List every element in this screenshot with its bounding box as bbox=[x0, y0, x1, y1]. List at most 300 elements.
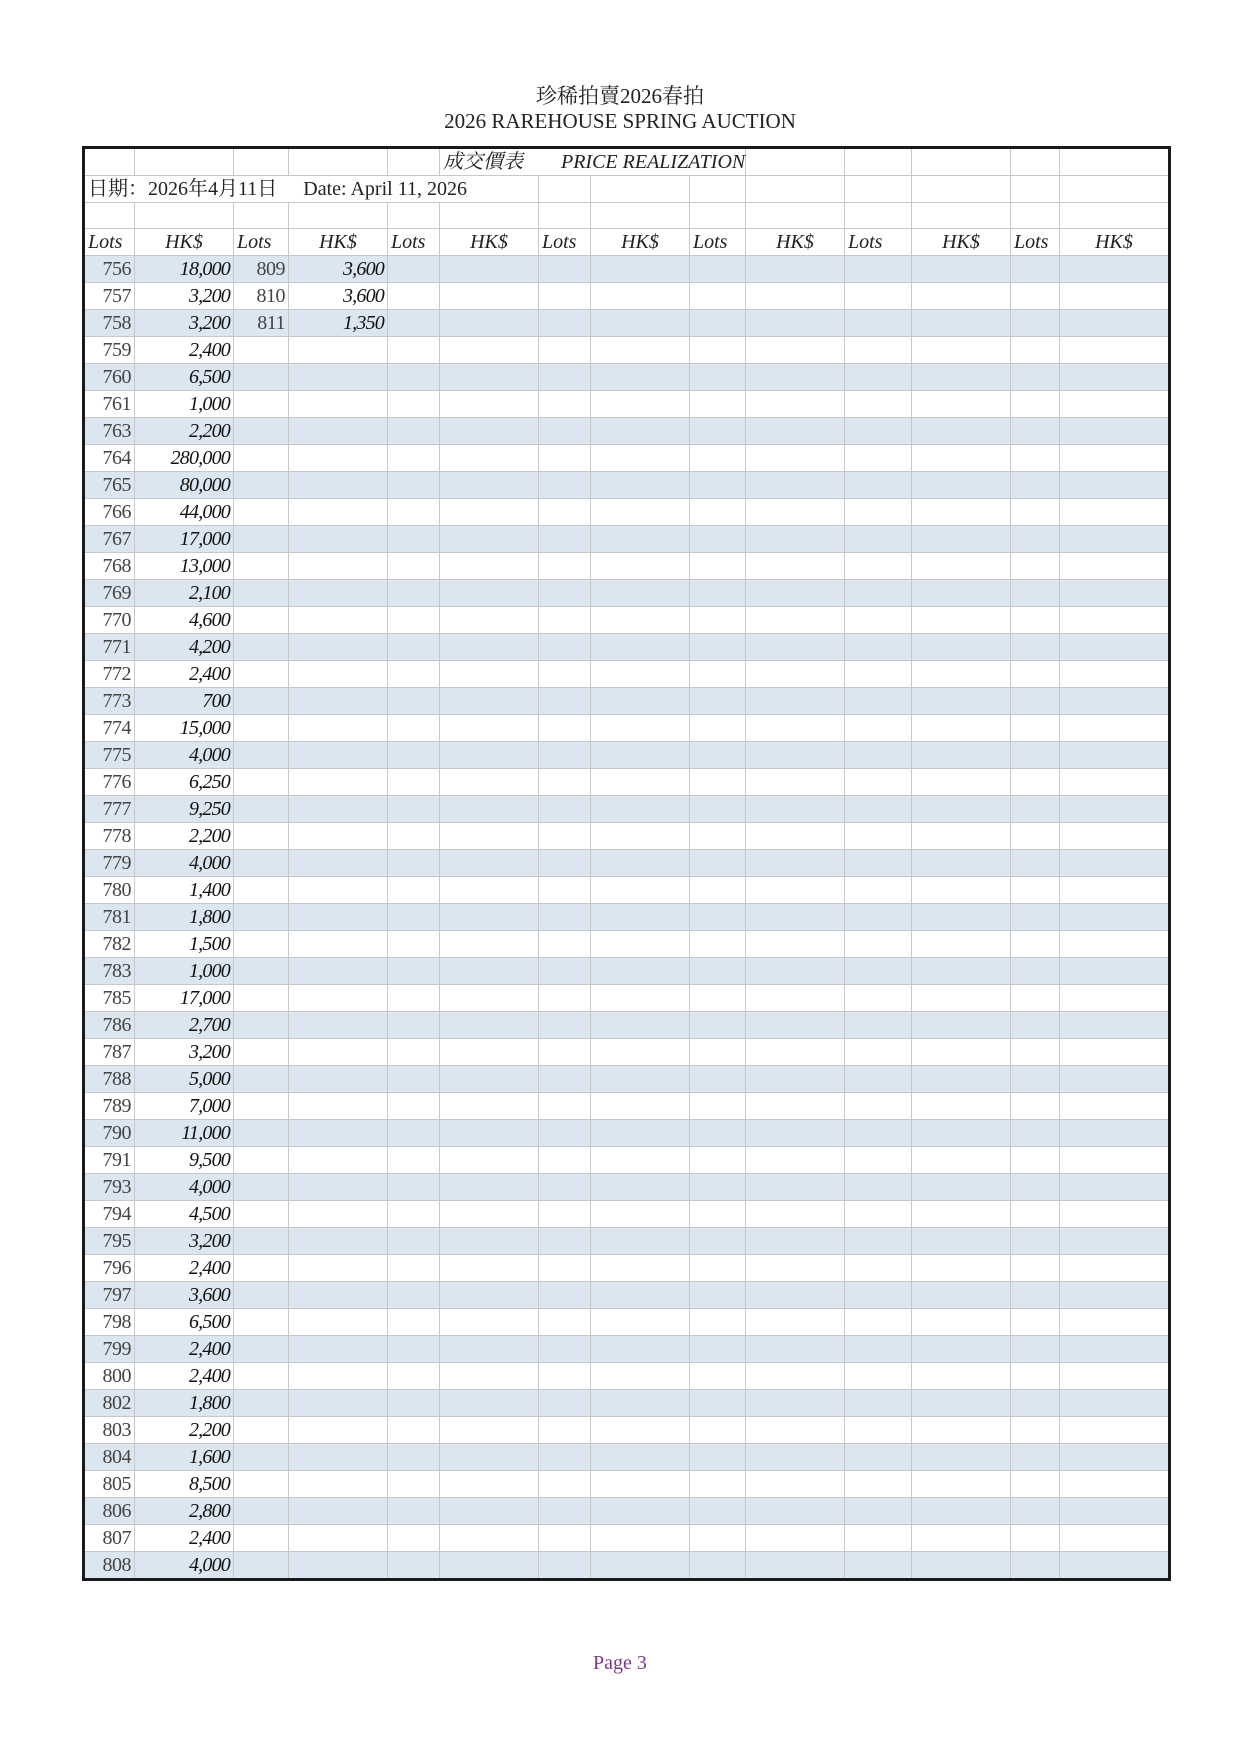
empty-cell bbox=[440, 1201, 539, 1228]
empty-cell bbox=[440, 877, 539, 904]
empty-cell bbox=[539, 985, 591, 1012]
empty-cell bbox=[289, 1174, 388, 1201]
empty-cell bbox=[440, 688, 539, 715]
empty-cell bbox=[234, 364, 289, 391]
table-row bbox=[84, 1471, 1170, 1498]
empty-cell bbox=[440, 1417, 539, 1444]
empty-cell bbox=[690, 1228, 746, 1255]
empty-cell bbox=[1011, 931, 1060, 958]
empty-cell bbox=[1011, 310, 1060, 337]
empty-cell bbox=[388, 1174, 440, 1201]
empty-cell bbox=[591, 1309, 690, 1336]
empty-cell bbox=[845, 1444, 912, 1471]
empty-cell bbox=[690, 1066, 746, 1093]
empty-cell bbox=[440, 1390, 539, 1417]
empty-cell bbox=[388, 769, 440, 796]
empty-cell bbox=[690, 1525, 746, 1552]
empty-cell bbox=[539, 1201, 591, 1228]
empty-cell bbox=[289, 445, 388, 472]
empty-cell bbox=[690, 1039, 746, 1066]
lot-number: 811 bbox=[234, 310, 289, 337]
empty-cell bbox=[440, 607, 539, 634]
empty-cell bbox=[1060, 1498, 1170, 1525]
hammer-price: 2,100 bbox=[135, 580, 234, 607]
empty-cell bbox=[845, 1201, 912, 1228]
empty-cell bbox=[845, 526, 912, 553]
empty-cell bbox=[539, 310, 591, 337]
empty-cell bbox=[289, 1282, 388, 1309]
empty-cell bbox=[591, 904, 690, 931]
empty-cell bbox=[690, 1552, 746, 1580]
table-row bbox=[84, 958, 1170, 985]
empty-cell bbox=[234, 688, 289, 715]
empty-cell bbox=[690, 985, 746, 1012]
empty-cell bbox=[690, 1309, 746, 1336]
empty-cell bbox=[746, 1363, 845, 1390]
empty-cell bbox=[1060, 1363, 1170, 1390]
lot-number: 781 bbox=[84, 904, 135, 931]
empty-cell bbox=[591, 580, 690, 607]
empty-cell bbox=[539, 877, 591, 904]
empty-cell bbox=[440, 769, 539, 796]
hammer-price: 18,000 bbox=[135, 256, 234, 283]
empty-cell bbox=[845, 1255, 912, 1282]
empty-cell bbox=[1011, 526, 1060, 553]
empty-cell bbox=[289, 1039, 388, 1066]
empty-cell bbox=[388, 742, 440, 769]
empty-cell bbox=[690, 283, 746, 310]
empty-cell bbox=[539, 1174, 591, 1201]
empty-cell bbox=[440, 580, 539, 607]
empty-cell bbox=[289, 1201, 388, 1228]
table-row bbox=[84, 1390, 1170, 1417]
empty-cell bbox=[539, 904, 591, 931]
date-english: Date: April 11, 2026 bbox=[303, 178, 467, 200]
empty-cell bbox=[234, 1390, 289, 1417]
price-realization-table bbox=[82, 146, 1171, 1581]
empty-cell bbox=[388, 607, 440, 634]
table-row bbox=[84, 553, 1170, 580]
empty-cell bbox=[539, 1417, 591, 1444]
empty-cell bbox=[746, 364, 845, 391]
empty-cell bbox=[289, 1228, 388, 1255]
empty-cell bbox=[1060, 1228, 1170, 1255]
empty-cell bbox=[690, 553, 746, 580]
lot-number: 797 bbox=[84, 1282, 135, 1309]
empty-cell bbox=[539, 1444, 591, 1471]
empty-cell bbox=[746, 1498, 845, 1525]
lot-number: 809 bbox=[234, 256, 289, 283]
table-row bbox=[84, 1039, 1170, 1066]
empty-cell bbox=[912, 904, 1011, 931]
empty-cell bbox=[539, 1336, 591, 1363]
table-row bbox=[84, 823, 1170, 850]
empty-cell bbox=[690, 1174, 746, 1201]
empty-cell bbox=[440, 445, 539, 472]
empty-cell bbox=[591, 283, 690, 310]
empty-cell bbox=[912, 445, 1011, 472]
empty-cell bbox=[440, 1120, 539, 1147]
empty-cell bbox=[746, 1255, 845, 1282]
empty-cell bbox=[234, 1255, 289, 1282]
hkd-header: HK$ bbox=[289, 229, 388, 256]
empty-cell bbox=[845, 769, 912, 796]
empty-cell bbox=[690, 1012, 746, 1039]
empty-cell bbox=[690, 1498, 746, 1525]
page-number: Page 3 bbox=[593, 1652, 647, 1674]
empty-cell bbox=[591, 1417, 690, 1444]
empty-cell bbox=[912, 1093, 1011, 1120]
empty-cell bbox=[746, 445, 845, 472]
table-row bbox=[84, 1363, 1170, 1390]
empty-cell bbox=[912, 634, 1011, 661]
hammer-price: 15,000 bbox=[135, 715, 234, 742]
empty-cell bbox=[746, 580, 845, 607]
empty-cell bbox=[690, 823, 746, 850]
table-row bbox=[84, 877, 1170, 904]
empty-cell bbox=[591, 742, 690, 769]
hammer-price: 3,200 bbox=[135, 1228, 234, 1255]
empty-cell bbox=[845, 1336, 912, 1363]
empty-cell bbox=[440, 796, 539, 823]
empty-cell bbox=[289, 1444, 388, 1471]
empty-cell bbox=[1060, 1282, 1170, 1309]
hammer-price: 80,000 bbox=[135, 472, 234, 499]
empty-cell bbox=[440, 634, 539, 661]
empty-cell bbox=[1011, 688, 1060, 715]
empty-cell bbox=[388, 1147, 440, 1174]
empty-cell bbox=[690, 607, 746, 634]
empty-cell bbox=[289, 499, 388, 526]
table-row bbox=[84, 1201, 1170, 1228]
empty-cell bbox=[912, 661, 1011, 688]
empty-cell bbox=[440, 1309, 539, 1336]
empty-cell bbox=[1060, 796, 1170, 823]
empty-cell bbox=[1060, 445, 1170, 472]
empty-cell bbox=[690, 391, 746, 418]
empty-cell bbox=[388, 391, 440, 418]
empty-cell bbox=[440, 499, 539, 526]
empty-cell bbox=[234, 1309, 289, 1336]
empty-cell bbox=[1011, 256, 1060, 283]
table-row bbox=[84, 796, 1170, 823]
empty-cell bbox=[388, 1093, 440, 1120]
empty-cell bbox=[539, 256, 591, 283]
empty-cell bbox=[912, 985, 1011, 1012]
empty-cell bbox=[690, 796, 746, 823]
empty-cell bbox=[746, 904, 845, 931]
empty-cell bbox=[289, 769, 388, 796]
empty-cell bbox=[1011, 1336, 1060, 1363]
empty-cell bbox=[234, 769, 289, 796]
empty-cell bbox=[690, 1120, 746, 1147]
empty-cell bbox=[1011, 958, 1060, 985]
empty-cell bbox=[388, 472, 440, 499]
empty-cell bbox=[388, 1363, 440, 1390]
empty-cell bbox=[539, 634, 591, 661]
empty-cell bbox=[1060, 1444, 1170, 1471]
lot-number: 757 bbox=[84, 283, 135, 310]
hammer-price: 2,400 bbox=[135, 337, 234, 364]
empty-cell bbox=[1060, 472, 1170, 499]
empty-cell bbox=[289, 877, 388, 904]
table-row bbox=[84, 1525, 1170, 1552]
empty-cell bbox=[746, 1552, 845, 1580]
empty-cell bbox=[289, 364, 388, 391]
empty-cell bbox=[1011, 796, 1060, 823]
empty-cell bbox=[746, 742, 845, 769]
empty-cell bbox=[845, 1174, 912, 1201]
empty-cell bbox=[591, 310, 690, 337]
empty-cell bbox=[1011, 1309, 1060, 1336]
lot-number: 795 bbox=[84, 1228, 135, 1255]
empty-cell bbox=[746, 337, 845, 364]
table-row bbox=[84, 742, 1170, 769]
empty-cell bbox=[539, 688, 591, 715]
empty-cell bbox=[1060, 823, 1170, 850]
empty-cell bbox=[746, 715, 845, 742]
empty-cell bbox=[440, 1363, 539, 1390]
empty-cell bbox=[388, 1228, 440, 1255]
empty-cell bbox=[1060, 742, 1170, 769]
table-row bbox=[84, 715, 1170, 742]
empty-cell bbox=[388, 877, 440, 904]
table-row bbox=[84, 904, 1170, 931]
empty-cell bbox=[289, 1336, 388, 1363]
lot-number: 777 bbox=[84, 796, 135, 823]
empty-cell bbox=[746, 1282, 845, 1309]
empty-cell bbox=[591, 337, 690, 364]
empty-cell bbox=[1011, 985, 1060, 1012]
empty-cell bbox=[912, 1309, 1011, 1336]
lot-number: 780 bbox=[84, 877, 135, 904]
empty-cell bbox=[440, 418, 539, 445]
hammer-price: 2,200 bbox=[135, 1417, 234, 1444]
empty-cell bbox=[289, 1363, 388, 1390]
empty-cell bbox=[440, 850, 539, 877]
empty-cell bbox=[912, 256, 1011, 283]
table-row bbox=[84, 1417, 1170, 1444]
empty-cell bbox=[539, 499, 591, 526]
empty-cell bbox=[746, 1120, 845, 1147]
empty-cell bbox=[440, 391, 539, 418]
empty-cell bbox=[746, 418, 845, 445]
empty-cell bbox=[289, 472, 388, 499]
empty-cell bbox=[1060, 1471, 1170, 1498]
empty-cell bbox=[539, 1039, 591, 1066]
empty-cell bbox=[591, 958, 690, 985]
empty-cell bbox=[591, 1390, 690, 1417]
empty-cell bbox=[440, 931, 539, 958]
hammer-price: 44,000 bbox=[135, 499, 234, 526]
empty-cell bbox=[591, 1363, 690, 1390]
empty-cell bbox=[234, 796, 289, 823]
date-row bbox=[84, 176, 1170, 203]
empty-cell bbox=[440, 310, 539, 337]
empty-cell bbox=[912, 1444, 1011, 1471]
lot-number: 802 bbox=[84, 1390, 135, 1417]
table-row bbox=[84, 931, 1170, 958]
empty-cell bbox=[440, 283, 539, 310]
empty-cell bbox=[388, 283, 440, 310]
empty-cell bbox=[289, 1309, 388, 1336]
empty-cell bbox=[912, 499, 1011, 526]
empty-cell bbox=[1011, 1471, 1060, 1498]
empty-cell bbox=[388, 1390, 440, 1417]
empty-cell bbox=[440, 1174, 539, 1201]
empty-cell bbox=[539, 1147, 591, 1174]
empty-cell bbox=[845, 310, 912, 337]
empty-cell bbox=[591, 553, 690, 580]
auction-date bbox=[84, 176, 539, 203]
table-row bbox=[84, 472, 1170, 499]
table-row bbox=[84, 985, 1170, 1012]
empty-cell bbox=[746, 526, 845, 553]
empty-cell bbox=[539, 1552, 591, 1580]
empty-cell bbox=[690, 715, 746, 742]
empty-cell bbox=[388, 796, 440, 823]
table-row bbox=[84, 526, 1170, 553]
empty-cell bbox=[845, 1147, 912, 1174]
empty-cell bbox=[746, 1093, 845, 1120]
empty-cell bbox=[539, 1093, 591, 1120]
empty-cell bbox=[388, 1012, 440, 1039]
lot-number: 793 bbox=[84, 1174, 135, 1201]
lot-number: 764 bbox=[84, 445, 135, 472]
table-row bbox=[84, 337, 1170, 364]
empty-cell bbox=[1011, 364, 1060, 391]
empty-cell bbox=[440, 1282, 539, 1309]
empty-cell bbox=[912, 742, 1011, 769]
empty-cell bbox=[591, 364, 690, 391]
empty-cell bbox=[234, 1363, 289, 1390]
empty-cell bbox=[1060, 661, 1170, 688]
lot-number: 808 bbox=[84, 1552, 135, 1580]
empty-cell bbox=[591, 823, 690, 850]
lots-header: Lots bbox=[1011, 229, 1060, 256]
empty-cell bbox=[289, 1066, 388, 1093]
empty-cell bbox=[1011, 850, 1060, 877]
empty-cell bbox=[912, 607, 1011, 634]
table-row bbox=[84, 688, 1170, 715]
lot-number: 771 bbox=[84, 634, 135, 661]
empty-cell bbox=[234, 1012, 289, 1039]
empty-cell bbox=[746, 1336, 845, 1363]
empty-cell bbox=[234, 445, 289, 472]
hammer-price: 6,500 bbox=[135, 364, 234, 391]
empty-cell bbox=[690, 1390, 746, 1417]
empty-cell bbox=[845, 1525, 912, 1552]
empty-cell bbox=[234, 1039, 289, 1066]
empty-cell bbox=[289, 1255, 388, 1282]
empty-cell bbox=[912, 1120, 1011, 1147]
empty-cell bbox=[845, 1390, 912, 1417]
lot-number: 763 bbox=[84, 418, 135, 445]
empty-cell bbox=[289, 553, 388, 580]
empty-cell bbox=[591, 391, 690, 418]
empty-cell bbox=[440, 985, 539, 1012]
empty-cell bbox=[690, 688, 746, 715]
empty-cell bbox=[289, 850, 388, 877]
hammer-price: 3,200 bbox=[135, 283, 234, 310]
empty-cell bbox=[845, 1012, 912, 1039]
empty-cell bbox=[440, 1471, 539, 1498]
empty-cell bbox=[746, 1174, 845, 1201]
hammer-price: 2,400 bbox=[135, 661, 234, 688]
empty-cell bbox=[234, 1093, 289, 1120]
empty-cell bbox=[912, 283, 1011, 310]
hammer-price: 8,500 bbox=[135, 1471, 234, 1498]
empty-cell bbox=[912, 418, 1011, 445]
empty-cell bbox=[845, 958, 912, 985]
empty-cell bbox=[1060, 1093, 1170, 1120]
empty-cell bbox=[912, 1147, 1011, 1174]
table-row bbox=[84, 1444, 1170, 1471]
empty-cell bbox=[746, 769, 845, 796]
table-row bbox=[84, 1282, 1170, 1309]
empty-cell bbox=[690, 1147, 746, 1174]
hkd-header: HK$ bbox=[1060, 229, 1170, 256]
empty-cell bbox=[746, 1147, 845, 1174]
empty-cell bbox=[289, 958, 388, 985]
empty-cell bbox=[1011, 742, 1060, 769]
empty-cell bbox=[845, 1309, 912, 1336]
empty-cell bbox=[690, 499, 746, 526]
empty-cell bbox=[440, 742, 539, 769]
empty-cell bbox=[746, 1039, 845, 1066]
empty-cell bbox=[591, 877, 690, 904]
empty-cell bbox=[388, 958, 440, 985]
empty-cell bbox=[690, 1093, 746, 1120]
lot-number: 758 bbox=[84, 310, 135, 337]
hammer-price: 2,400 bbox=[135, 1363, 234, 1390]
empty-cell bbox=[690, 1282, 746, 1309]
empty-cell bbox=[234, 877, 289, 904]
empty-cell bbox=[234, 1417, 289, 1444]
empty-cell bbox=[591, 796, 690, 823]
empty-cell bbox=[1060, 364, 1170, 391]
lot-number: 796 bbox=[84, 1255, 135, 1282]
lot-number: 807 bbox=[84, 1525, 135, 1552]
empty-cell bbox=[690, 1417, 746, 1444]
empty-cell bbox=[591, 688, 690, 715]
empty-cell bbox=[845, 1363, 912, 1390]
lot-number: 768 bbox=[84, 553, 135, 580]
empty-cell bbox=[690, 472, 746, 499]
empty-cell bbox=[1060, 580, 1170, 607]
empty-cell bbox=[234, 742, 289, 769]
empty-cell bbox=[746, 823, 845, 850]
table-row bbox=[84, 1552, 1170, 1580]
empty-cell bbox=[591, 1012, 690, 1039]
hammer-price: 1,600 bbox=[135, 1444, 234, 1471]
empty-cell bbox=[912, 1039, 1011, 1066]
empty-cell bbox=[591, 418, 690, 445]
hammer-price: 3,600 bbox=[289, 283, 388, 310]
empty-cell bbox=[591, 1228, 690, 1255]
empty-cell bbox=[440, 364, 539, 391]
empty-cell bbox=[746, 310, 845, 337]
lot-number: 800 bbox=[84, 1363, 135, 1390]
hammer-price: 3,600 bbox=[289, 256, 388, 283]
empty-cell bbox=[440, 1552, 539, 1580]
empty-cell bbox=[539, 1120, 591, 1147]
empty-cell bbox=[845, 877, 912, 904]
empty-cell bbox=[591, 769, 690, 796]
empty-cell bbox=[912, 580, 1011, 607]
hammer-price: 1,800 bbox=[135, 1390, 234, 1417]
table-row bbox=[84, 1012, 1170, 1039]
